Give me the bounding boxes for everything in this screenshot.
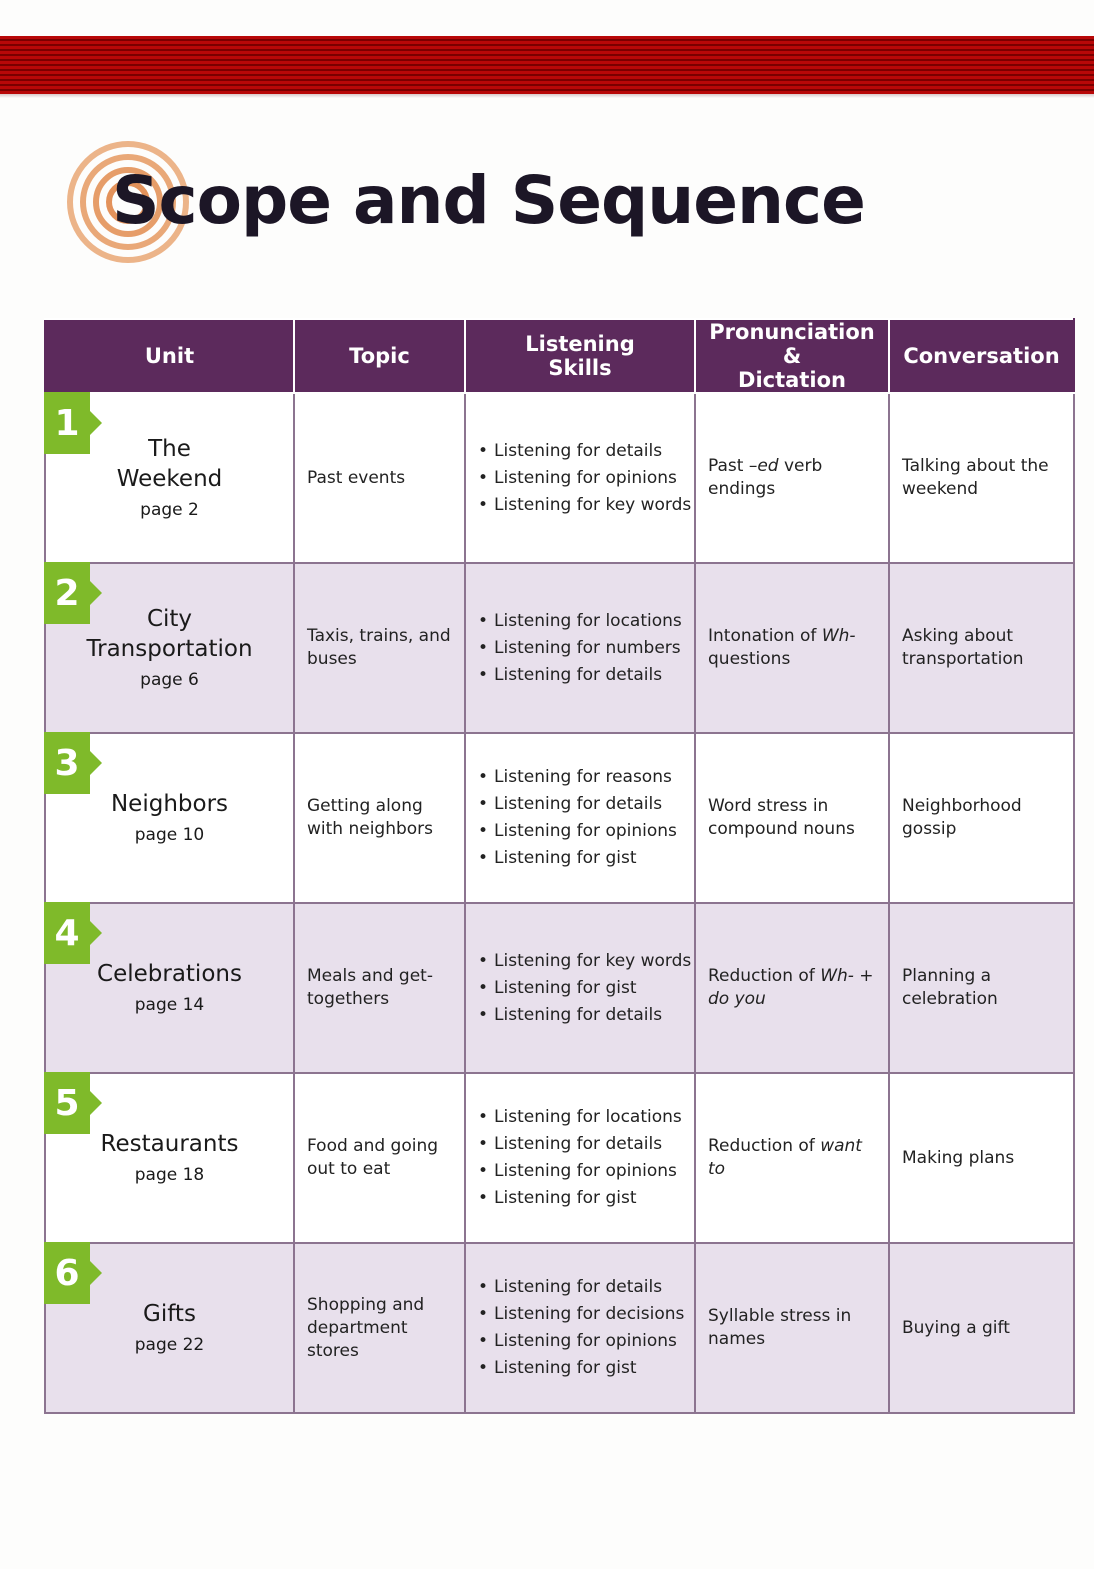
- skill-item: • Listening for gist: [478, 845, 682, 872]
- pron-italic: ed: [757, 456, 779, 477]
- unit-page: page 22: [134, 1335, 205, 1356]
- table-row: [45, 393, 1074, 563]
- listening-skills-cell: [465, 563, 695, 733]
- topic-cell: Shopping and department stores: [294, 1243, 465, 1413]
- listening-skills-cell: [465, 393, 695, 563]
- pron-text: verb endings: [708, 456, 823, 500]
- table-row: [45, 1243, 1074, 1413]
- skill-item: • Listening for locations: [478, 608, 682, 635]
- unit-number-tab: 3: [44, 732, 90, 794]
- pron-text: Past –: [708, 456, 758, 477]
- unit-cell: [45, 903, 294, 1073]
- unit-number-tab: 2: [44, 562, 90, 624]
- pron-italic: want to: [708, 1136, 862, 1180]
- skills-list: [478, 438, 692, 519]
- pronunciation-cell: [695, 903, 889, 1073]
- pronunciation-cell: [695, 1073, 889, 1243]
- header-pronunciation-line1: Pronunciation &: [709, 320, 875, 369]
- unit-name: Restaurants: [100, 1131, 239, 1158]
- skill-item: • Listening for locations: [478, 1104, 682, 1131]
- skill-item: • Listening for details: [478, 1131, 682, 1158]
- skill-item: • Listening for details: [478, 438, 682, 465]
- skill-item: • Listening for details: [478, 1002, 682, 1029]
- skill-item: • Listening for opinions: [478, 1158, 682, 1185]
- conversation-cell: Making plans: [889, 1073, 1074, 1243]
- conversation-cell: Asking about transportation: [889, 563, 1074, 733]
- pronunciation-cell: [695, 1243, 889, 1413]
- unit-name: Gifts: [143, 1301, 196, 1328]
- skill-item: • Listening for key words: [478, 492, 682, 519]
- skill-item: • Listening for details: [478, 791, 682, 818]
- unit-name: Neighbors: [110, 791, 229, 818]
- unit-page: page 6: [140, 670, 199, 691]
- unit-number-tab: 5: [44, 1072, 90, 1134]
- unit-cell: [45, 733, 294, 903]
- topic-cell: Food and going out to eat: [294, 1073, 465, 1243]
- header-topic: Topic: [294, 319, 465, 393]
- header-listening-line2: Skills: [548, 356, 612, 381]
- conversation-cell: Talking about the weekend: [889, 393, 1074, 563]
- listening-skills-cell: [465, 1073, 695, 1243]
- unit-name: The: [148, 436, 191, 463]
- unit-page: page 2: [140, 500, 199, 521]
- conversation-cell: Neighborhood gossip: [889, 733, 1074, 903]
- skill-item: • Listening for gist: [478, 1355, 682, 1382]
- conversation-cell: Planning a celebration: [889, 903, 1074, 1073]
- scope-sequence-table: [44, 318, 1075, 1414]
- unit-name: Transportation: [86, 636, 253, 663]
- unit-cell: [45, 1073, 294, 1243]
- pron-italic: Wh-: [821, 626, 856, 647]
- pron-text: Reduction of: [708, 1136, 821, 1157]
- unit-name: Celebrations: [97, 961, 242, 988]
- topic-cell: Getting along with neighbors: [294, 733, 465, 903]
- skill-item: • Listening for decisions: [478, 1301, 682, 1328]
- skill-item: • Listening for details: [478, 1274, 682, 1301]
- unit-name: City: [146, 606, 193, 633]
- pronunciation-cell: [695, 733, 889, 903]
- decorative-top-band: [0, 36, 1094, 94]
- table-row: [45, 903, 1074, 1073]
- skills-list: [478, 948, 692, 1029]
- skill-item: • Listening for opinions: [478, 818, 682, 845]
- table-row: [45, 563, 1074, 733]
- unit-page: page 10: [134, 825, 205, 846]
- listening-skills-cell: [465, 1243, 695, 1413]
- page-title: Scope and Sequence: [112, 162, 865, 239]
- skill-item: • Listening for opinions: [478, 465, 682, 492]
- table-row: [45, 1073, 1074, 1243]
- header-listening-skills: [465, 319, 695, 393]
- pronunciation-cell: [695, 563, 889, 733]
- skills-list: [478, 764, 682, 872]
- pron-text: questions: [708, 649, 791, 670]
- pron-italic: do you: [708, 989, 766, 1010]
- pron-text: +: [853, 966, 874, 987]
- header-unit: Unit: [45, 319, 294, 393]
- listening-skills-cell: [465, 903, 695, 1073]
- skill-item: • Listening for opinions: [478, 1328, 682, 1355]
- header-conversation: Conversation: [889, 319, 1074, 393]
- skills-list: [478, 1274, 685, 1382]
- unit-cell: [45, 393, 294, 563]
- band-shadow: [0, 94, 1094, 98]
- topic-cell: Taxis, trains, and buses: [294, 563, 465, 733]
- pron-text: Intonation of: [708, 626, 822, 647]
- listening-skills-cell: [465, 733, 695, 903]
- table-row: [45, 733, 1074, 903]
- skill-item: • Listening for reasons: [478, 764, 682, 791]
- topic-cell: Meals and get-togethers: [294, 903, 465, 1073]
- header-pronunciation-line2: Dictation: [738, 368, 846, 393]
- skill-item: • Listening for numbers: [478, 635, 682, 662]
- header-pronunciation-dictation: [695, 319, 889, 393]
- skill-item: • Listening for gist: [478, 1185, 682, 1212]
- table-header-row: [45, 319, 1074, 393]
- unit-number-tab: 4: [44, 902, 90, 964]
- unit-number-tab: 1: [44, 392, 90, 454]
- header-listening-line1: Listening: [525, 332, 635, 357]
- pron-text: Reduction of: [708, 966, 821, 987]
- skills-list: [478, 1104, 682, 1212]
- unit-number-tab: 6: [44, 1242, 90, 1304]
- skill-item: • Listening for key words: [478, 948, 682, 975]
- pronunciation-cell: [695, 393, 889, 563]
- unit-cell: [45, 1243, 294, 1413]
- unit-cell: [45, 563, 294, 733]
- unit-page: page 14: [134, 995, 205, 1016]
- skills-list: [478, 608, 682, 689]
- pron-text: Word stress in compound nouns: [708, 796, 855, 840]
- unit-name: Weekend: [116, 466, 223, 493]
- pron-italic: Wh-: [820, 966, 854, 987]
- unit-page: page 18: [134, 1165, 205, 1186]
- pron-text: Syllable stress in names: [708, 1306, 852, 1350]
- topic-cell: Past events: [294, 393, 465, 563]
- skill-item: • Listening for details: [478, 662, 682, 689]
- skill-item: • Listening for gist: [478, 975, 682, 1002]
- conversation-cell: Buying a gift: [889, 1243, 1074, 1413]
